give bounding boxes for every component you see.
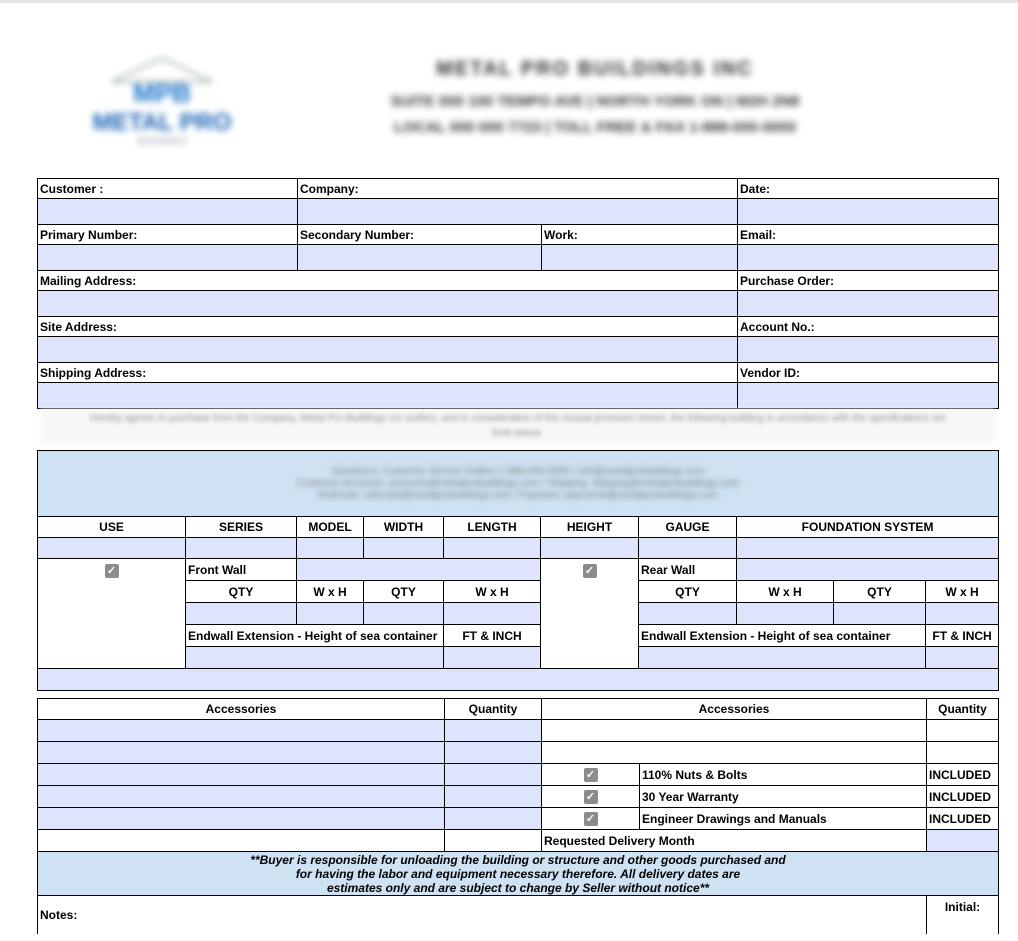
date-field[interactable] <box>738 199 999 225</box>
date-label: Date: <box>738 179 999 199</box>
vendor-id-field[interactable] <box>738 383 999 409</box>
delivery-blank-qty <box>445 830 542 852</box>
primary-number-field[interactable] <box>38 245 298 271</box>
included-item-label: Engineer Drawings and Manuals <box>640 808 927 830</box>
rear-wall-field[interactable] <box>737 559 999 581</box>
warranty-checkbox[interactable]: ✓ <box>584 790 598 804</box>
accessory-right-qty-field[interactable] <box>927 720 999 742</box>
front-wxh-field-1[interactable] <box>297 603 364 625</box>
secondary-number-field[interactable] <box>298 245 542 271</box>
delivery-blank-left <box>38 830 445 852</box>
included-item-label: 110% Nuts & Bolts <box>640 764 927 786</box>
length-field[interactable] <box>444 538 541 559</box>
header-use: USE <box>38 517 186 538</box>
company-phone: LOCAL 000 000 7723 | TOLL FREE & FAX 1-888-000-0000 <box>394 119 796 136</box>
rear-qty-header-1: QTY <box>639 581 737 603</box>
disclaimer-line-1: **Buyer is responsible for unloading the building or structure and other goods purchased and <box>250 852 786 867</box>
letterhead <box>0 0 1018 170</box>
account-no-label: Account No.: <box>738 317 999 337</box>
front-ft-inch-field[interactable] <box>444 647 541 669</box>
company-logo <box>52 52 272 148</box>
work-label: Work: <box>542 225 738 245</box>
accessories-header-left: Accessories <box>38 699 445 720</box>
disclaimer-line-3: estimates only and are subject to change by Seller without notice** <box>326 880 710 895</box>
rear-qty-field-1[interactable] <box>639 603 737 625</box>
included-item-status: INCLUDED <box>927 808 999 830</box>
accessory-left-field[interactable] <box>38 786 445 808</box>
primary-number-label: Primary Number: <box>38 225 298 245</box>
accessory-left-qty-field[interactable] <box>445 720 542 742</box>
header-series: SERIES <box>186 517 297 538</box>
accessory-right-qty-field[interactable] <box>927 742 999 764</box>
shipping-address-field[interactable] <box>38 383 738 409</box>
accessory-left-field[interactable] <box>38 742 445 764</box>
front-wall-checkbox-cell <box>38 559 186 669</box>
rear-wxh-field-1[interactable] <box>737 603 834 625</box>
rear-wxh-field-2[interactable] <box>926 603 999 625</box>
logo-mark-text: MPB <box>133 78 191 108</box>
rear-wxh-header-1: W x H <box>737 581 834 603</box>
front-qty-header-1: QTY <box>186 581 297 603</box>
building-notes-band[interactable] <box>38 669 999 691</box>
included-item-status: INCLUDED <box>927 786 999 808</box>
included-item-label: 30 Year Warranty <box>640 786 927 808</box>
rear-endwall-label: Endwall Extension - Height of sea container <box>639 625 926 647</box>
customer-label: Customer : <box>38 179 298 199</box>
front-wxh-field-2[interactable] <box>444 603 541 625</box>
front-qty-field-2[interactable] <box>364 603 444 625</box>
contact-line-2: Customer Accounts: accounts@metalprobuildings.com / Shipping: shipping@metalprobuildings.com <box>296 477 740 489</box>
front-wall-field[interactable] <box>297 559 541 581</box>
company-name: METAL PRO BUILDINGS INC <box>436 58 754 80</box>
shipping-address-label: Shipping Address: <box>38 363 738 383</box>
customer-info-table <box>37 178 999 409</box>
included-item-status: INCLUDED <box>927 764 999 786</box>
accessory-left-qty-field[interactable] <box>445 764 542 786</box>
front-wall-checkbox[interactable]: ✓ <box>105 564 119 578</box>
contact-line-1: Questions: Customer Service Hotline 1-888-000-0000 / info@metalprobuildings.com <box>331 465 705 477</box>
accessory-right-field[interactable] <box>542 720 927 742</box>
rear-qty-header-2: QTY <box>834 581 926 603</box>
initial-label: Initial: <box>927 896 999 934</box>
accessory-left-field[interactable] <box>38 720 445 742</box>
requested-delivery-field[interactable] <box>927 830 999 852</box>
company-label: Company: <box>298 179 738 199</box>
building-spec-table <box>37 450 999 691</box>
vendor-id-label: Vendor ID: <box>738 363 999 383</box>
agreement-note-text: Hereby agrees to purchase from the Company, Metal Pro Buildings Inc (seller), and in consideration of the mutual promises herein, the following building in accordance with the specifications set forth below. <box>89 413 946 439</box>
model-field[interactable] <box>297 538 364 559</box>
height-field[interactable] <box>541 538 639 559</box>
front-wxh-header-2: W x H <box>444 581 541 603</box>
gauge-field[interactable] <box>639 538 737 559</box>
company-address: SUITE 000 100 TEMPO AVE | NORTH YORK ON | M2H 2N8 <box>390 93 800 110</box>
agreement-note <box>40 409 995 443</box>
purchase-order-field[interactable] <box>738 291 999 317</box>
accessory-left-qty-field[interactable] <box>445 786 542 808</box>
accessories-header-right: Accessories <box>542 699 927 720</box>
secondary-number-label: Secondary Number: <box>298 225 542 245</box>
customer-field[interactable] <box>38 199 298 225</box>
header-foundation-system: FOUNDATION SYSTEM <box>737 517 999 538</box>
purchase-order-label: Purchase Order: <box>738 271 999 291</box>
account-no-field[interactable] <box>738 337 999 363</box>
logo-name-text: METAL PRO <box>92 109 232 136</box>
header-width: WIDTH <box>364 517 444 538</box>
nuts-bolts-checkbox-cell <box>542 764 640 786</box>
accessory-left-qty-field[interactable] <box>445 742 542 764</box>
quantity-header-right: Quantity <box>927 699 999 720</box>
rear-wall-label: Rear Wall <box>639 559 737 581</box>
mailing-address-label: Mailing Address: <box>38 271 738 291</box>
quantity-header-left: Quantity <box>445 699 542 720</box>
warranty-checkbox-cell <box>542 786 640 808</box>
email-label: Email: <box>738 225 999 245</box>
rear-ft-inch-field[interactable] <box>926 647 999 669</box>
accessory-right-field[interactable] <box>542 742 927 764</box>
notes-label: Notes: <box>38 896 927 934</box>
front-endwall-field[interactable] <box>186 647 444 669</box>
mailing-address-field[interactable] <box>38 291 738 317</box>
rear-wxh-header-2: W x H <box>926 581 999 603</box>
rear-qty-field-2[interactable] <box>834 603 926 625</box>
requested-delivery-label: Requested Delivery Month <box>542 830 927 852</box>
company-field[interactable] <box>298 199 738 225</box>
header-gauge: GAUGE <box>639 517 737 538</box>
buyer-disclaimer <box>38 852 999 896</box>
site-address-field[interactable] <box>38 337 738 363</box>
front-qty-header-2: QTY <box>364 581 444 603</box>
accessories-table <box>37 698 999 934</box>
use-field[interactable] <box>38 538 186 559</box>
accessory-left-field[interactable] <box>38 764 445 786</box>
series-field[interactable] <box>186 538 297 559</box>
site-address-label: Site Address: <box>38 317 738 337</box>
rear-ft-inch-label: FT & INCH <box>926 625 999 647</box>
rear-wall-checkbox[interactable]: ✓ <box>583 564 597 578</box>
front-endwall-label: Endwall Extension - Height of sea container <box>186 625 444 647</box>
contact-band <box>38 451 999 517</box>
drawings-checkbox[interactable]: ✓ <box>584 812 598 826</box>
header-height: HEIGHT <box>541 517 639 538</box>
header-length: LENGTH <box>444 517 541 538</box>
foundation-system-field[interactable] <box>737 538 999 559</box>
nuts-bolts-checkbox[interactable]: ✓ <box>584 768 598 782</box>
front-wall-label: Front Wall <box>186 559 297 581</box>
header-model: MODEL <box>297 517 364 538</box>
rear-wall-checkbox-cell <box>541 559 639 669</box>
accessory-left-field[interactable] <box>38 808 445 830</box>
drawings-checkbox-cell <box>542 808 640 830</box>
work-field[interactable] <box>542 245 738 271</box>
disclaimer-line-2: for having the labor and equipment necessary therefore. All delivery dates are <box>295 866 741 881</box>
accessory-left-qty-field[interactable] <box>445 808 542 830</box>
front-wxh-header-1: W x H <box>297 581 364 603</box>
email-field[interactable] <box>738 245 999 271</box>
contact-line-3: Referrals: referrals@metalprobuildings.com / Payment: payments@metalprobuildings.com <box>318 489 718 501</box>
logo-tagline-text: BUILDINGS <box>137 136 187 146</box>
front-qty-field-1[interactable] <box>186 603 297 625</box>
front-ft-inch-label: FT & INCH <box>444 625 541 647</box>
rear-endwall-field[interactable] <box>639 647 926 669</box>
width-field[interactable] <box>364 538 444 559</box>
